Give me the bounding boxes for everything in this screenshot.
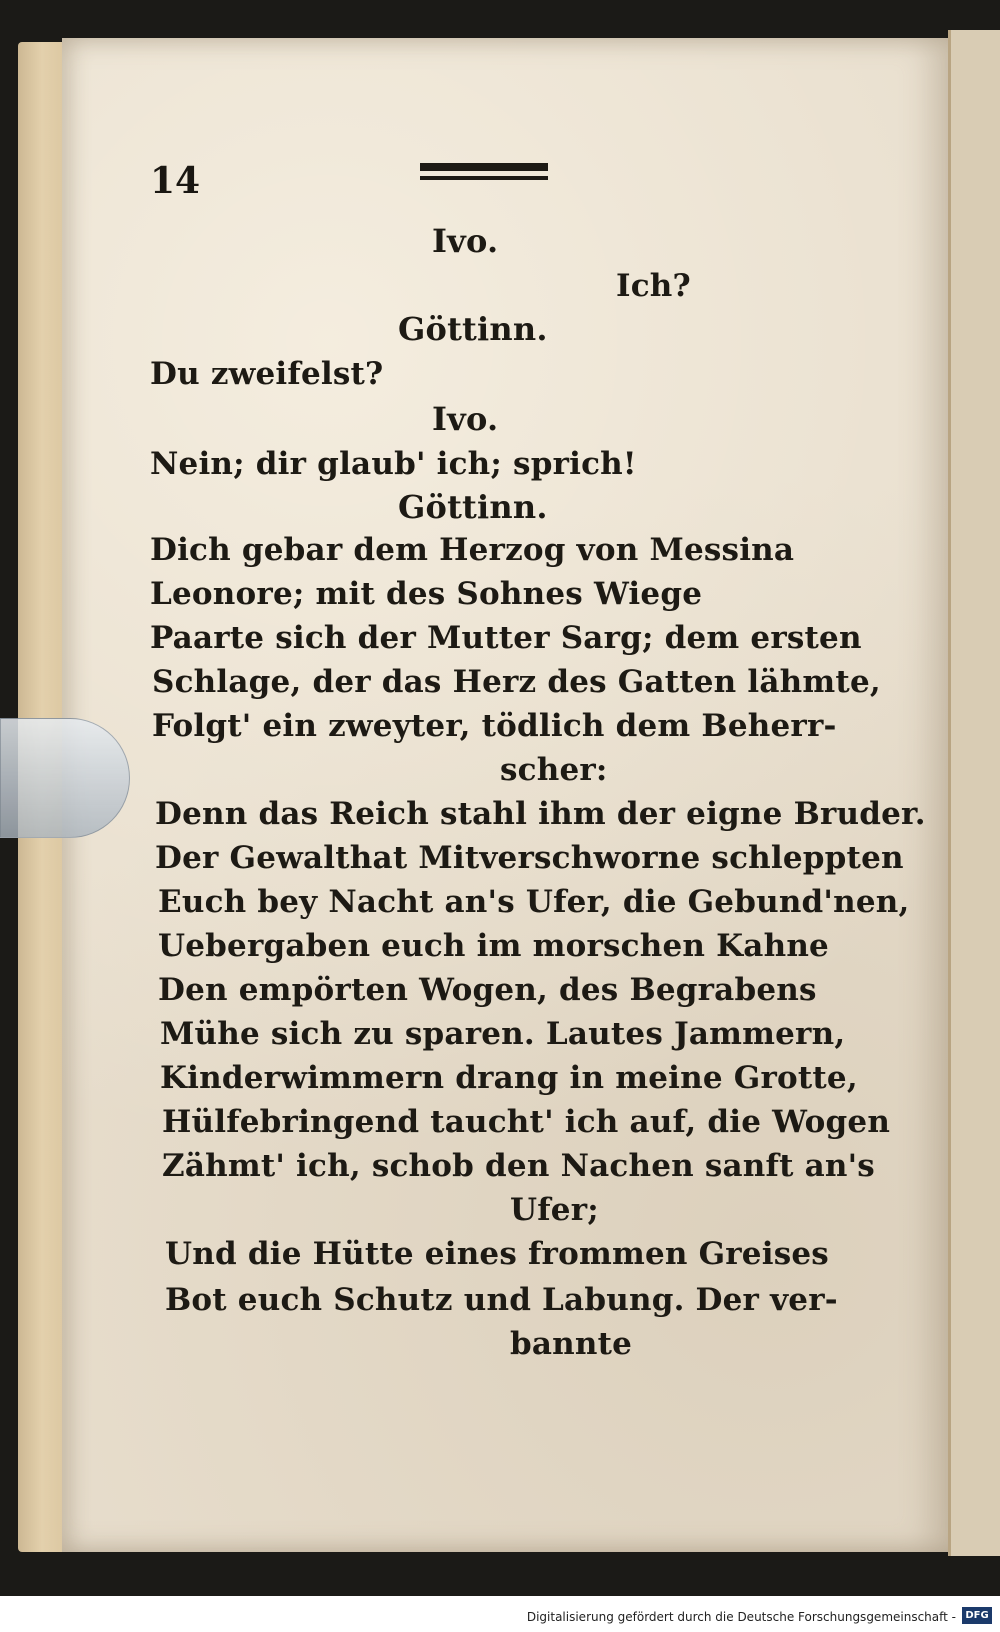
text-line: Ich? [616, 268, 691, 304]
book-page [62, 38, 948, 1552]
facing-page-edge [948, 30, 1000, 1556]
text-line: Uebergaben euch im morschen Kahne [158, 928, 829, 964]
dfg-logo: DFG [962, 1607, 992, 1624]
text-line: Den empörten Wogen, des Begrabens [158, 972, 817, 1008]
text-line: Ufer; [510, 1192, 599, 1228]
page-clip [0, 718, 130, 838]
text-line: bannte [510, 1326, 633, 1362]
text-line: Hülfebringend taucht' ich auf, die Wogen [162, 1104, 891, 1140]
page-number: 14 [150, 160, 201, 202]
footer-credit: Digitalisierung gefördert durch die Deutsche Forschungsgemeinschaft - [526, 1610, 956, 1624]
text-line: Und die Hütte eines frommen Greises [165, 1236, 829, 1272]
speaker-label: Göttinn. [398, 310, 548, 348]
text-line: Kinderwimmern drang in meine Grotte, [160, 1060, 858, 1096]
text-line: Dich gebar dem Herzog von Messina [150, 532, 795, 568]
text-line: Denn das Reich stahl ihm der eigne Bruder. [155, 796, 926, 832]
text-line: Euch bey Nacht an's Ufer, die Gebund'nen, [158, 884, 910, 920]
text-line: Schlage, der das Herz des Gatten lähmte, [152, 664, 881, 700]
header-rule-thin [420, 176, 548, 180]
text-line: scher: [500, 752, 608, 788]
speaker-label: Göttinn. [398, 488, 548, 526]
speaker-label: Ivo. [432, 400, 499, 438]
text-line: Mühe sich zu sparen. Lautes Jammern, [160, 1016, 846, 1052]
text-line: Du zweifelst? [150, 356, 384, 392]
header-rule [420, 163, 548, 185]
text-line: Nein; dir glaub' ich; sprich! [150, 446, 637, 482]
header-rule-thick [420, 163, 548, 171]
text-line: Der Gewalthat Mitverschworne schleppten [155, 840, 904, 876]
text-line: Bot euch Schutz und Labung. Der ver- [165, 1282, 838, 1318]
text-line: Paarte sich der Mutter Sarg; dem ersten [150, 620, 862, 656]
text-line: Zähmt' ich, schob den Nachen sanft an's [162, 1148, 875, 1184]
text-line: Leonore; mit des Sohnes Wiege [150, 576, 703, 612]
text-line: Folgt' ein zweyter, tödlich dem Beherr- [152, 708, 837, 744]
speaker-label: Ivo. [432, 222, 499, 260]
